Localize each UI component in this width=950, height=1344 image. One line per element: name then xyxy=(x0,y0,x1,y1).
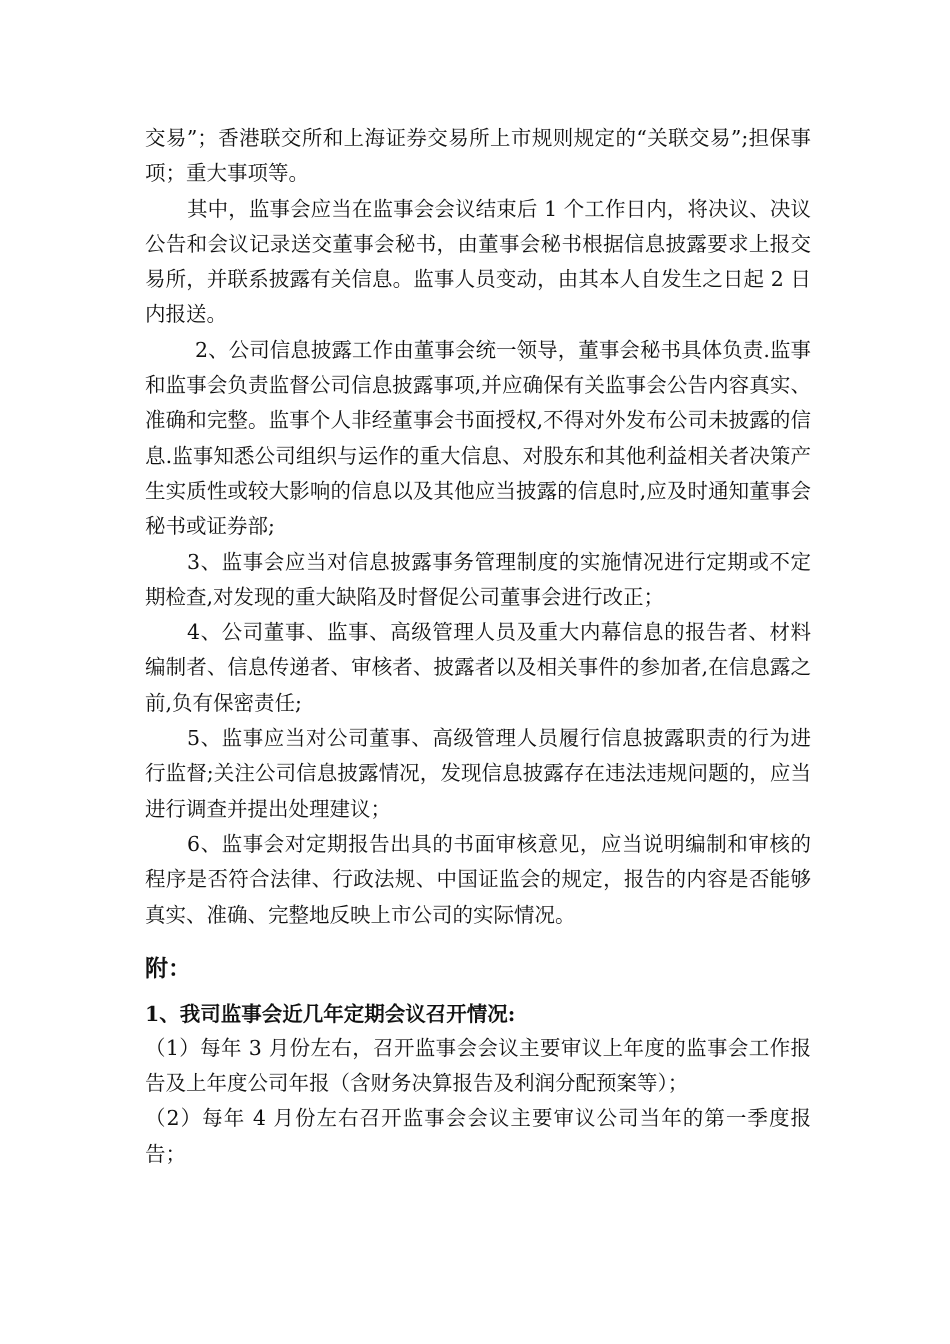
paragraph-item-6: 6、监事会对定期报告出具的书面审核意见，应当说明编制和审核的程序是否符合法律、行政法规、中国证监会的规定，报告的内容是否能够真实、准确、完整地反映上市公司的实际情况。 xyxy=(145,831,811,927)
paragraph-item-2: 2、公司信息披露工作由董事会统一领导，董事会秘书具体负责.监事和监事会负责监督公司信息披露事项,并应确保有关监事会公告内容真实、准确和完整。监事个人非经董事会书面授权,不得对外发布公司未披露的信息.监事知悉公司组织与运作的重大信息、对股东和其他利益相关者决策产生实质性或较大影响的信息以及其他应当披露的信息时,应及时通知董事会秘书或证券部; xyxy=(145,337,811,539)
document-body xyxy=(145,121,811,1172)
appendix-title: 附： xyxy=(145,954,191,982)
paragraph-item-4: 4、公司董事、监事、高级管理人员及重大内幕信息的报告者、材料编制者、信息传递者、审核者、披露者以及相关事件的参加者,在信息露之前,负有保密责任; xyxy=(145,620,811,715)
appendix-item-2: （2）每年 4 月份左右召开监事会会议主要审议公司当年的第一季度报告； xyxy=(145,1106,811,1166)
appendix-item-1: （1）每年 3 月份左右，召开监事会会议主要审议上年度的监事会工作报告及上年度公司年报（含财务决算报告及利润分配预案等）； xyxy=(145,1035,811,1096)
paragraph-item-5: 5、监事应当对公司董事、高级管理人员履行信息披露职责的行为进行监督;关注公司信息披露情况，发现信息披露存在违法违规问题的，应当进行调查并提出处理建议； xyxy=(145,726,811,821)
appendix-heading: 1、我司监事会近几年定期会议召开情况: xyxy=(145,1001,516,1026)
paragraph-item-3: 3、监事会应当对信息披露事务管理制度的实施情况进行定期或不定期检查,对发现的重大缺陷及时督促公司董事会进行改正； xyxy=(145,549,811,609)
paragraph-supervisor-timing: 其中，监事会应当在监事会会议结束后 1 个工作日内，将决议、决议公告和会议记录送交董事会秘书，由董事会秘书根据信息披露要求上报交易所，并联系披露有关信息。监事人员变动，由其本人自发生之日起 2 日内报送。 xyxy=(145,196,811,327)
paragraph-continuation: 交易”；香港联交所和上海证券交易所上市规则规定的“关联交易”;担保事项；重大事项等。 xyxy=(145,126,811,186)
